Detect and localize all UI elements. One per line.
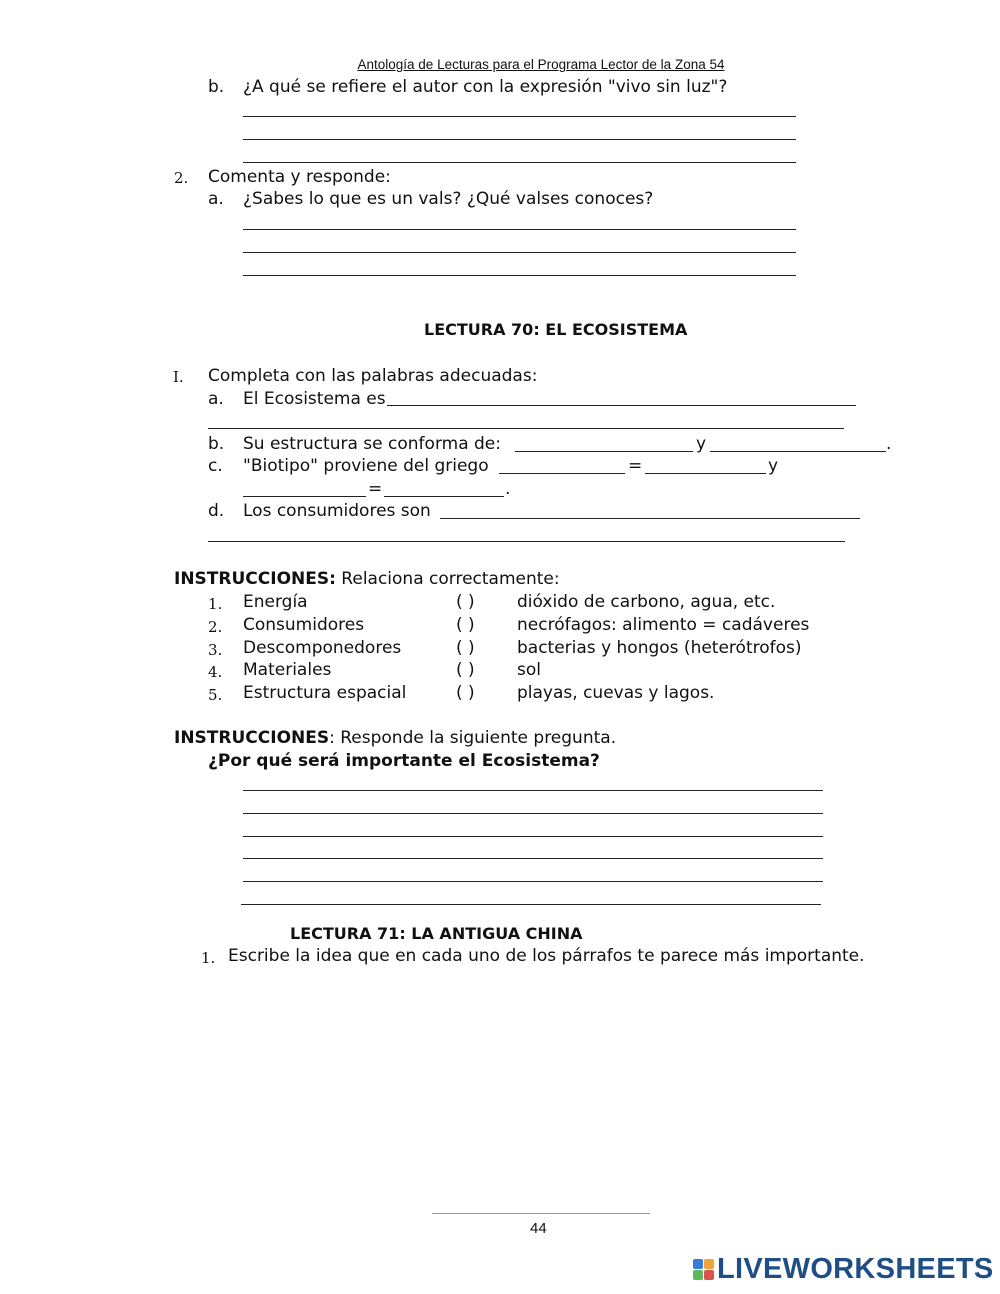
answer-line[interactable] (243, 162, 796, 163)
logo-cell (704, 1270, 714, 1280)
logo-cell (693, 1270, 703, 1280)
answer-line[interactable] (243, 139, 796, 140)
fill-d-label: d. (208, 501, 225, 521)
match-term: Energía (243, 592, 308, 612)
fill-a-blank-2[interactable] (208, 428, 844, 429)
fill-d-blank-2[interactable] (208, 541, 845, 542)
fill-d-blank[interactable] (440, 518, 860, 519)
answer-line[interactable] (243, 790, 823, 791)
answer-line[interactable] (243, 836, 823, 837)
instructions-relate (174, 568, 560, 590)
fill-a-blank[interactable] (387, 405, 856, 406)
instructions-relate-bold: INSTRUCCIONES: (174, 569, 336, 589)
answer-line[interactable] (243, 275, 796, 276)
fill-c-text: "Biotipo" proviene del griego (243, 456, 489, 476)
fill-b-text: Su estructura se conforma de: (243, 434, 501, 454)
match-number: 5. (208, 686, 223, 704)
fill-a-label: a. (208, 389, 224, 409)
match-term: Materiales (243, 660, 332, 680)
section-I-text: Completa con las palabras adecuadas: (208, 366, 538, 386)
fill-c-blank-2[interactable] (645, 473, 766, 474)
fill-c-eq1: = (628, 456, 643, 476)
fill-b-y: y (696, 434, 707, 454)
match-paren[interactable]: ( ) (456, 683, 475, 703)
lectura-71-item-text: Escribe la idea que en cada uno de los párrafos te parece más importante. (228, 946, 865, 966)
fill-c-blank-4[interactable] (384, 496, 504, 497)
fill-c-y: y (768, 456, 779, 476)
footer-rule (432, 1213, 650, 1214)
match-number: 2. (208, 618, 223, 636)
instructions-relate-text: Relaciona correctamente: (335, 569, 560, 589)
instructions-respond (174, 727, 616, 749)
answer-line[interactable] (243, 116, 796, 117)
answer-line[interactable] (243, 881, 823, 882)
match-term: Consumidores (243, 615, 365, 635)
logo-grid-icon (693, 1259, 714, 1280)
ecosystem-question: ¿Por qué será importante el Ecosistema? (208, 751, 600, 771)
match-definition: playas, cuevas y lagos. (517, 683, 715, 703)
lectura-70-title: LECTURA 70: EL ECOSISTEMA (424, 320, 688, 339)
match-paren[interactable]: ( ) (456, 660, 475, 680)
match-definition: bacterias y hongos (heterótrofos) (517, 638, 802, 658)
lectura-71-title: LECTURA 71: LA ANTIGUA CHINA (290, 924, 583, 943)
match-definition: dióxido de carbono, agua, etc. (517, 592, 776, 612)
answer-line[interactable] (243, 229, 796, 230)
item-2a-text: ¿Sabes lo que es un vals? ¿Qué valses conoces? (243, 189, 654, 209)
fill-d-text: Los consumidores son (243, 501, 431, 521)
match-number: 1. (208, 595, 223, 613)
match-number: 3. (208, 641, 223, 659)
match-number: 4. (208, 663, 223, 681)
answer-line[interactable] (243, 813, 823, 814)
instructions-respond-bold: INSTRUCCIONES (174, 728, 330, 748)
item-2-text: Comenta y responde: (208, 167, 391, 187)
fill-b-blank-2[interactable] (710, 451, 886, 452)
logo-wordmark: LIVEWORKSHEETS (717, 1253, 994, 1285)
match-definition: necrófagos: alimento = cadáveres (517, 615, 810, 635)
lectura-71-item-number: 1. (201, 949, 216, 967)
fill-b-end: . (886, 434, 892, 454)
fill-c-end: . (505, 479, 511, 499)
match-term: Descomponedores (243, 638, 402, 658)
item-2-number: 2. (174, 169, 189, 187)
fill-b-blank-1[interactable] (515, 451, 693, 452)
liveworksheets-logo[interactable] (693, 1252, 994, 1286)
question-b-text: ¿A qué se refiere el autor con la expresión "vivo sin luz"? (243, 77, 728, 97)
item-2a-label: a. (208, 189, 224, 209)
fill-c-blank-1[interactable] (499, 473, 625, 474)
document-header: Antología de Lecturas para el Programa Lector de la Zona 54 (357, 57, 725, 72)
answer-line[interactable] (243, 858, 823, 859)
fill-a-text: El Ecosistema es (243, 389, 386, 409)
section-I-numeral: I. (173, 368, 184, 386)
instructions-respond-text: : Responde la siguiente pregunta. (329, 728, 617, 748)
question-b-label: b. (208, 77, 225, 97)
answer-line[interactable] (241, 904, 821, 905)
fill-b-label: b. (208, 434, 225, 454)
logo-cell (704, 1259, 714, 1269)
match-definition: sol (517, 660, 541, 680)
match-paren[interactable]: ( ) (456, 615, 475, 635)
match-paren[interactable]: ( ) (456, 592, 475, 612)
match-paren[interactable]: ( ) (456, 638, 475, 658)
fill-c-blank-3[interactable] (243, 496, 366, 497)
answer-line[interactable] (243, 252, 796, 253)
fill-c-eq2: = (368, 479, 383, 499)
page-number: 44 (530, 1220, 547, 1237)
fill-c-label: c. (208, 456, 223, 476)
match-term: Estructura espacial (243, 683, 407, 703)
logo-cell (693, 1259, 703, 1269)
